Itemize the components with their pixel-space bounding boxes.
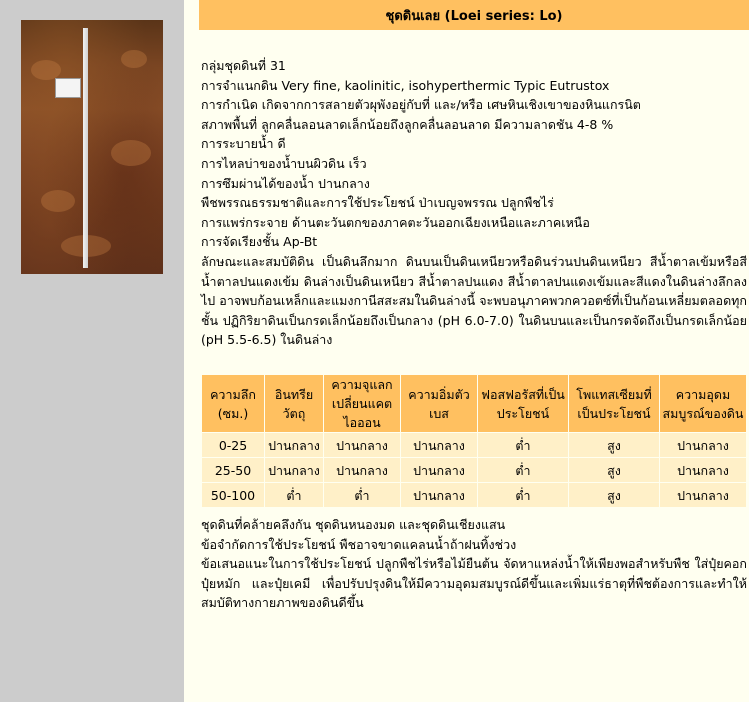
table-cell: สูง [569, 433, 660, 458]
col-cec-header: ความจุแลกเปลี่ยนแคตไอออน [324, 375, 401, 433]
table-cell: ปานกลาง [401, 433, 478, 458]
soil-notes [201, 515, 747, 613]
table-header-row [202, 375, 747, 433]
table-cell: สูง [569, 483, 660, 508]
left-sidebar [0, 0, 184, 702]
table-cell: ปานกลาง [324, 458, 401, 483]
soil-profile-photo [21, 20, 163, 274]
info-line: พืชพรรณธรรมชาติและการใช้ประโยชน์ ป่าเบญจพรรณ ปลูกพืชไร่ [201, 195, 554, 211]
table-cell: 25-50 [202, 458, 265, 483]
table-cell: สูง [569, 458, 660, 483]
table-row [202, 483, 747, 508]
col-organic-matter-header: อินทรียวัตถุ [265, 375, 324, 433]
table-cell: ต่ำ [324, 483, 401, 508]
info-line: การระบายน้ำ ดี [201, 136, 286, 152]
usage-recommendation: ข้อเสนอแนะในการใช้ประโยชน์ ปลูกพืชไร่หรือไม้ยืนต้น จัดหาแหล่งน้ำให้เพียงพอสำหรับพืช ใส่ปุ๋ยคอก ปุ๋ยหมัก และปุ๋ยเคมี เพื่อปรับปรุงดินให้มีความอุดมสมบูรณ์ดีขึ้นและเพิ่มแร่ธาตุที่พืชต้องการและทำให้สมบัติทางกายภาพของดินดีขึ้น [201, 556, 747, 611]
info-line: การแพร่กระจาย ด้านตะวันตกของภาคตะวันออกเฉียงเหนือและภาคเหนือ [201, 214, 590, 230]
info-line: สภาพพื้นที่ ลูกคลื่นลอนลาดเล็กน้อยถึงลูกคลื่นลอนลาด มีความลาดชัน 4-8 % [201, 116, 614, 132]
table-cell: ปานกลาง [265, 458, 324, 483]
info-line: การซึมผ่านได้ของน้ำ ปานกลาง [201, 175, 370, 191]
table-cell: ปานกลาง [401, 458, 478, 483]
soil-description: ลักษณะและสมบัติดิน เป็นดินลึกมาก ดินบนเป็นดินเหนียวหรือดินร่วนปนดินเหนียว สีน้ำตาลเข้มหรือสีน้ำตาลปนแดงเข้ม ดินล่างเป็นดินเหนียว สีน้ำตาลปนแดง สีน้ำตาลปนแดงเข้มและสีแดงในดินล่างลึกลงไป อาจพบก้อนเหล็กและแมงกานีสสะสมในดินล่างนี้ จะพบอนุภาคพวกควอตซ์ที่เป็นก้อนเหลี่ยมตลอดทุกชั้น ปฏิกิริยาดินเป็นกรดเล็กน้อยถึงเป็นกลาง (pH 6.0-7.0) ในดินบนและเป็นกรดจัดถึงเป็นกรดเล็กน้อย (pH 5.5-6.5) ในดินล่าง [201, 253, 747, 348]
info-line: การกำเนิด เกิดจากการสลายตัวผุพังอยู่กับที่ และ/หรือ เศษหินเชิงเขาของหินแกรนิต [201, 97, 641, 113]
col-phosphorus-header: ฟอสฟอรัสที่เป็นประโยชน์ [478, 375, 569, 433]
table-cell: ปานกลาง [324, 433, 401, 458]
table-cell: ต่ำ [265, 483, 324, 508]
table-cell: ปานกลาง [660, 433, 747, 458]
soil-properties-table [201, 374, 747, 508]
info-line: กลุ่มชุดดินที่ 31 [201, 58, 286, 73]
similar-series: ชุดดินที่คล้ายคลึงกัน ชุดดินหนองมด และชุดดินเชียงแสน [201, 517, 506, 532]
usage-limitation: ข้อจำกัดการใช้ประโยชน์ พืชอาจขาดแคลนน้ำถ้าฝนทิ้งช่วง [201, 536, 517, 552]
col-potassium-header: โพแทสเซียมที่เป็นประโยชน์ [569, 375, 660, 433]
col-fertility-header: ความอุดมสมบูรณ์ของดิน [660, 375, 747, 433]
info-line: การจัดเรียงชั้น Ap-Bt [201, 234, 318, 250]
table-cell: ต่ำ [478, 483, 569, 508]
table-cell: ปานกลาง [660, 458, 747, 483]
table-cell: ปานกลาง [660, 483, 747, 508]
table-cell: 50-100 [202, 483, 265, 508]
page-title: ชุดดินเลย (Loei series: Lo) [199, 0, 749, 30]
table-row [202, 458, 747, 483]
table-cell: ต่ำ [478, 458, 569, 483]
table-row [202, 433, 747, 458]
col-base-saturation-header: ความอิ่มตัวเบส [401, 375, 478, 433]
table-cell: 0-25 [202, 433, 265, 458]
info-line: การจำแนกดิน Very fine, kaolinitic, isohyperthermic Typic Eutrustox [201, 77, 610, 93]
measuring-pole [83, 28, 88, 268]
info-line: การไหลบ่าของน้ำบนผิวดิน เร็ว [201, 155, 367, 171]
table-cell: ปานกลาง [401, 483, 478, 508]
profile-label-tag [55, 78, 81, 98]
table-cell: ปานกลาง [265, 433, 324, 458]
soil-info [201, 56, 747, 350]
col-depth-header: ความลึก (ซม.) [202, 375, 265, 433]
table-cell: ต่ำ [478, 433, 569, 458]
main-content [184, 0, 749, 702]
